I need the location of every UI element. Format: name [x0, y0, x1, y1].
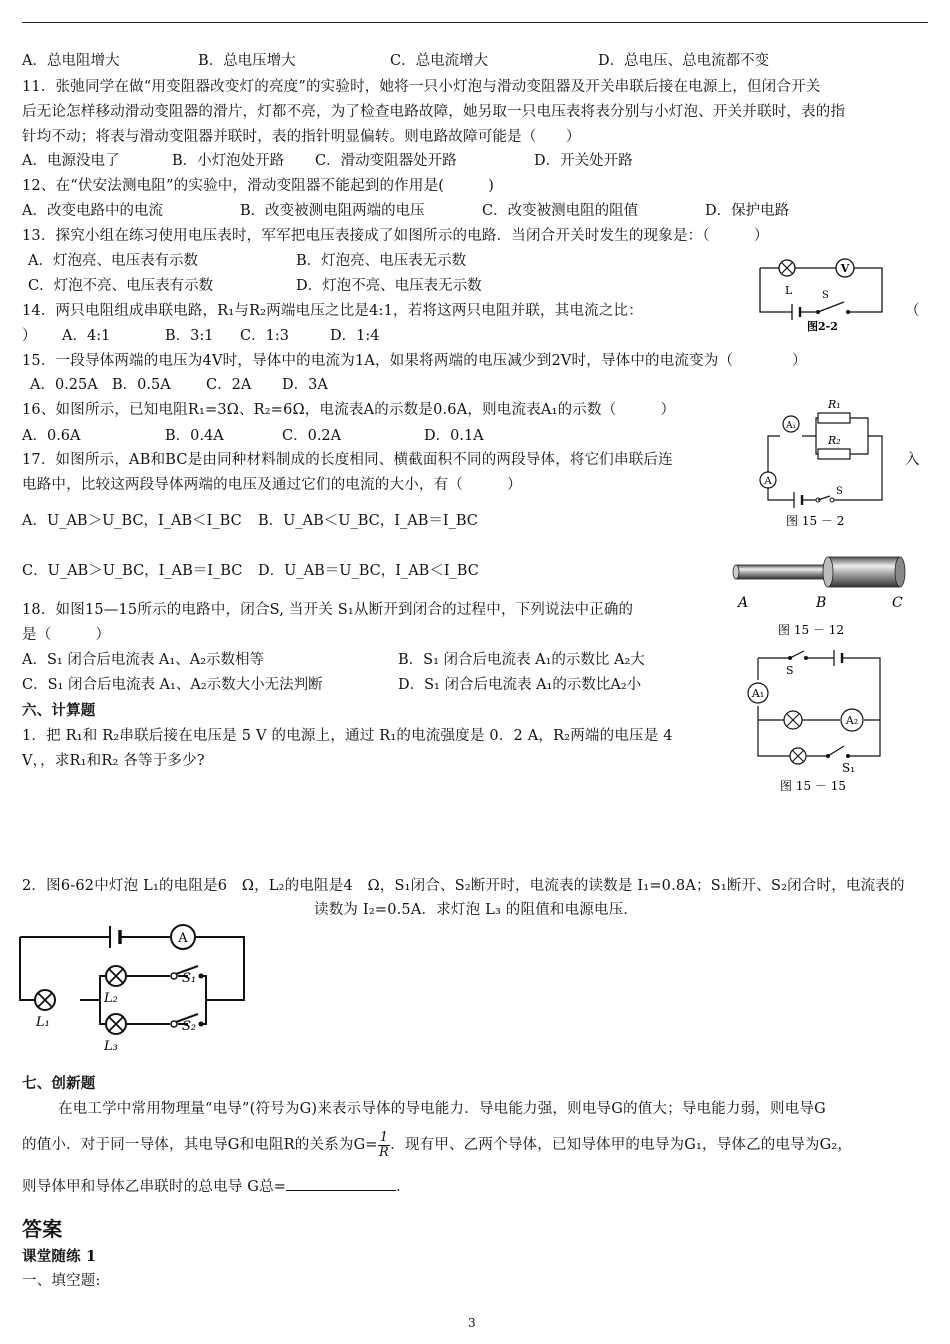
q12-stem: 12、在“伏安法测电阻”的实验中，滑动变阻器不能起到的作用是( ) — [22, 178, 495, 194]
q14-paren-left: （ — [905, 303, 920, 319]
q13-option-d: D．灯泡不亮、电压表无示数 — [296, 278, 482, 294]
fig1515-label-s: S — [786, 664, 794, 677]
figure-6-62-circuit — [20, 922, 250, 1057]
q18-option-d: D．S₁ 闭合后电流表 A₁的示数比A₂小 — [398, 677, 642, 693]
fig1515-label-s1: S₁ — [842, 761, 856, 775]
fig22-caption: 图2-2 — [807, 320, 838, 333]
q16-option-b: B．0.4A — [165, 428, 224, 444]
q11-line-2: 后无论怎样移动滑动变阻器的滑片，灯都不亮，为了检查电路故障，她另取一只电压表将表分别与小灯泡、开关并联时，表的指 — [22, 104, 846, 120]
q10-option-c: C．总电流增大 — [390, 53, 489, 69]
calc2-line-2: 读数为 I₂=0.5A．求灯泡 L₃ 的阻值和电源电压． — [314, 902, 639, 918]
innov-line-2b: ．现有甲、乙两个导体，已知导体甲的电导为G₁，导体乙的电导为G₂， — [390, 1137, 853, 1153]
q17-option-a: A．U_AB＞U_BC，I_AB＜I_BC — [22, 513, 242, 529]
fig662-label-s1: S₁ — [182, 971, 197, 986]
q10-option-d: D．总电压、总电流都不变 — [598, 53, 770, 69]
q11-line-1: 11．张弛同学在做“用变阻器改变灯的亮度”的实验时，她将一只小灯泡与滑动变阻器及开关串联后接在电源上，但闭合开关 — [22, 79, 821, 95]
fig662-label-l1: L₁ — [36, 1015, 50, 1030]
figure-15-2-circuit — [756, 396, 896, 531]
fig1515-label-a1: A₁ — [751, 687, 765, 700]
section-7-heading: 七、创新题 — [22, 1075, 96, 1092]
q18-option-a: A．S₁ 闭合后电流表 A₁、A₂示数相等 — [22, 652, 265, 668]
innov-line-3-end: ． — [396, 1179, 411, 1195]
innov-line-3-text: 则导体甲和导体乙串联时的总电导 G总= — [22, 1179, 287, 1195]
answers-title: 答案 — [22, 1217, 63, 1241]
q11-line-3: 针均不动；将表与滑动变阻器并联时，表的指针明显偏转。则电路故障可能是（ ） — [22, 129, 581, 145]
q18-option-b: B．S₁ 闭合后电流表 A₁的示数比 A₂大 — [398, 652, 645, 668]
q11-option-a: A．电源没电了 — [22, 153, 120, 169]
q10-option-a: A．总电阻增大 — [22, 53, 120, 69]
answers-fill-blank-heading: 一、填空题: — [22, 1273, 101, 1289]
fraction-denominator: R — [378, 1144, 389, 1160]
fig152-caption: 图 15 － 2 — [786, 514, 845, 528]
fig1512-label-a: A — [738, 595, 749, 611]
fig22-label-v: V — [840, 262, 850, 275]
q16-option-c: C．0.2A — [282, 428, 342, 444]
answers-subtitle: 课堂随练 1 — [22, 1248, 97, 1265]
q17-option-c: C．U_AB＞U_BC，I_AB＝I_BC — [22, 563, 243, 579]
q12-option-b: B．改变被测电阻两端的电压 — [240, 203, 425, 219]
section-6-heading: 六、计算题 — [22, 702, 96, 719]
calc2-line-1: 2．图6-62中灯泡 L₁的电阻是6 Ω，L₂的电阻是4 Ω，S₁闭合、S₂断开时，电流表的读数是 I₁=0.8A；S₁断开、S₂闭合时，电流表的 — [22, 878, 905, 894]
q17-line-1: 17．如图所示，AB和BC是由同种材料制成的长度相同、横截面积不同的两段导体，将它们串联后连 — [22, 452, 673, 468]
q15-option-b: B．0.5A — [112, 377, 171, 393]
fig662-label-l2: L₂ — [104, 991, 118, 1006]
q15-stem: 15．一段导体两端的电压为4V时，导体中的电流为1A，如果将两端的电压减少到2V时，导体中的电流变为（ ） — [22, 353, 807, 369]
figure-2-2-circuit — [752, 254, 892, 334]
q18-option-c: C．S₁ 闭合后电流表 A₁、A₂示数大小无法判断 — [22, 677, 323, 693]
innov-line-2 — [22, 1128, 852, 1162]
q13-option-a: A．灯泡亮、电压表有示数 — [28, 253, 198, 269]
fraction-numerator: 1 — [379, 1129, 389, 1145]
innov-line-3 — [22, 1176, 411, 1196]
q10-option-b: B．总电压增大 — [198, 53, 296, 69]
fig1512-label-c: C — [892, 595, 903, 611]
fig662-label-s2: S₂ — [182, 1019, 197, 1034]
fig662-label-l3: L₃ — [104, 1039, 118, 1054]
fig662-label-a: A — [178, 931, 188, 946]
q14-option-c: C．1:3 — [240, 328, 289, 344]
fig1515-label-a2: A₂ — [845, 714, 859, 727]
q15-option-c: C．2A — [206, 377, 252, 393]
q17-option-d: D．U_AB＝U_BC，I_AB＜I_BC — [258, 563, 479, 579]
figure-15-15-circuit — [744, 648, 894, 798]
q12-option-a: A．改变电路中的电流 — [22, 203, 163, 219]
fig22-label-s: S — [822, 290, 829, 301]
q16-stem: 16、如图所示，已知电阻R₁=3Ω、R₂=6Ω，电流表A的示数是0.6A，则电流表A₁的示数（ ） — [22, 402, 676, 418]
q14-option-b: B．3:1 — [165, 328, 214, 344]
q13-option-b: B．灯泡亮、电压表无示数 — [296, 253, 467, 269]
q17-option-b: B．U_AB＜U_BC，I_AB＝I_BC — [258, 513, 478, 529]
q17-line-1-tail: 入 — [905, 452, 920, 468]
figure-15-12-conductor — [728, 552, 918, 642]
innov-line-1: 在电工学中常用物理量“电导”(符号为G)来表示导体的导电能力．导电能力强，则电导G的值大；导电能力弱，则电导G — [58, 1101, 826, 1117]
calc1-line-1: 1．把 R₁和 R₂串联后接在电压是 5 V 的电源上，通过 R₁的电流强度是 0．2 A，R₂两端的电压是 4 — [22, 728, 673, 744]
q14-paren-right: ） — [22, 328, 37, 344]
fig1512-label-b: B — [816, 595, 827, 611]
q11-option-b: B．小灯泡处开路 — [172, 153, 285, 169]
q14-stem: 14．两只电阻组成串联电路，R₁与R₂两端电压之比是4:1，若将这两只电阻并联，其电流之比： — [22, 303, 643, 319]
page-number: 3 — [468, 1316, 476, 1330]
q17-line-2: 电路中，比较这两段导体两端的电压及通过它们的电流的大小，有（ ） — [22, 477, 522, 493]
q12-option-c: C．改变被测电阻的阻值 — [482, 203, 639, 219]
innov-line-2a: 的值小．对于同一导体，其电导G和电阻R的关系为G= — [22, 1137, 378, 1153]
q14-option-a: A．4:1 — [62, 328, 111, 344]
q18-line-1: 18．如图15—15所示的电路中，闭合S, 当开关 S₁从断开到闭合的过程中，下列说法中正确的 — [22, 602, 634, 618]
q13-stem: 13．探究小组在练习使用电压表时，军军把电压表接成了如图所示的电路．当闭合开关时发生的现象是：（ ） — [22, 228, 769, 244]
fig152-label-r1: R₁ — [828, 398, 841, 411]
fig22-label-l: L — [785, 284, 793, 297]
fig1515-caption: 图 15 － 15 — [780, 779, 846, 793]
q15-option-d: D．3A — [282, 377, 328, 393]
q16-option-d: D．0.1A — [424, 428, 484, 444]
q16-option-a: A．0.6A — [22, 428, 81, 444]
calc1-line-2: V，，求R₁和R₂ 各等于多少? — [22, 753, 205, 769]
fig152-label-s: S — [836, 486, 843, 497]
q12-option-d: D．保护电路 — [705, 203, 790, 219]
q18-line-2: 是（ ） — [22, 627, 111, 643]
q11-option-d: D．开关处开路 — [534, 153, 633, 169]
fig152-label-a1: A₁ — [785, 421, 797, 431]
q14-option-d: D．1:4 — [330, 328, 380, 344]
fig1512-caption: 图 15 － 12 — [778, 623, 844, 637]
q13-option-c: C．灯泡不亮、电压表有示数 — [28, 278, 214, 294]
fig152-label-r2: R₂ — [828, 434, 841, 447]
answer-blank[interactable] — [286, 1176, 396, 1191]
conductance-fraction — [378, 1131, 390, 1160]
q11-option-c: C．滑动变阻器处开路 — [315, 153, 457, 169]
q15-option-a: A．0.25A — [30, 377, 98, 393]
fig152-label-a: A — [764, 476, 772, 487]
header-rule — [22, 22, 928, 23]
